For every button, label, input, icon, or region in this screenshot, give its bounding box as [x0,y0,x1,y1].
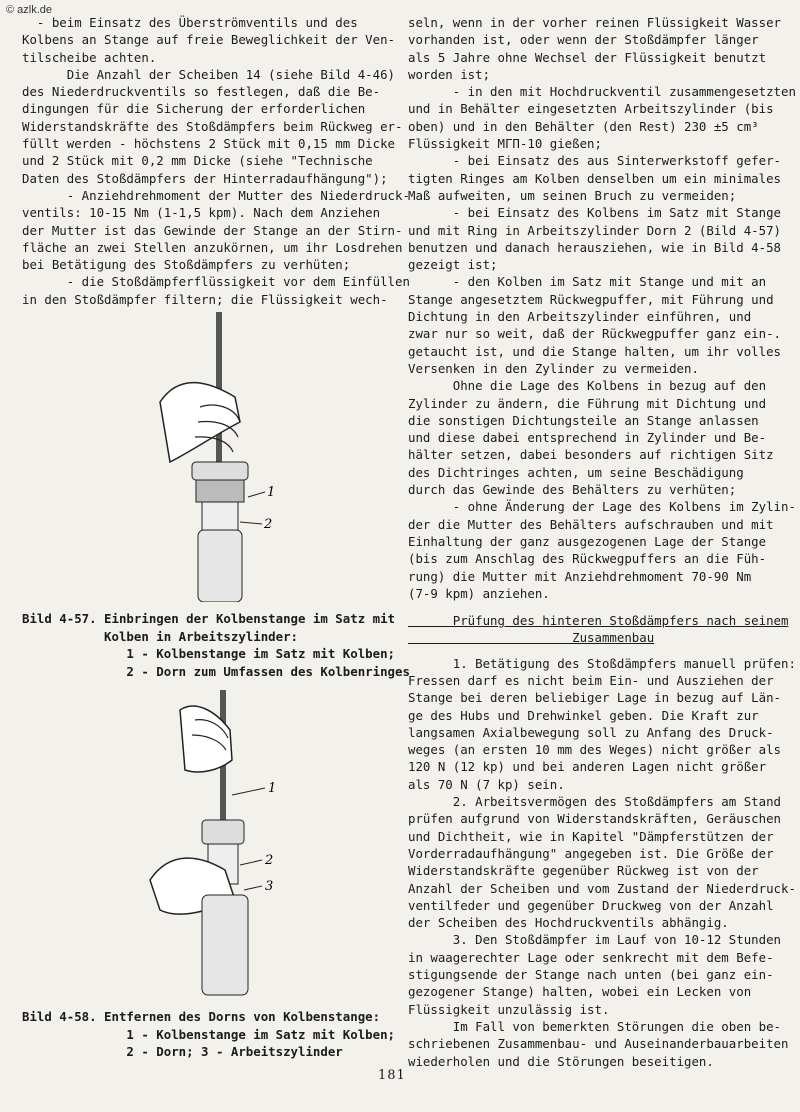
text-line: schriebenen Zusammenbau- und Auseinanderbauarbeiten [408,1036,789,1052]
text-line: Versenken in den Zylinder zu vermeiden. [408,360,699,376]
text-line: der Scheiben des Hochdruckventils abhängig. [408,915,729,931]
text-line: - in den mit Hochdruckventil zusammengesetzten [408,84,796,100]
figure-4-58-caption [22,1008,395,1061]
text-line: zwar nur so weit, daß der Rückwegpuffer ganz ein-. [408,326,781,342]
text-line: Widerstandskräfte gegenüber Rückweg ist von der [408,863,759,879]
text-line: weges (an ersten 10 mm des Weges) nicht größer als [408,742,781,758]
text-line: Maß aufweiten, um seinen Bruch zu vermeiden; [408,187,737,203]
figure-label-3: 3 [265,879,274,894]
text-line: 1. Betätigung des Stoßdämpfers manuell prüfen: [408,655,796,671]
text-line: oben) und in den Behälter (den Rest) 230 ±5 cm³ [408,118,759,134]
text-line: - bei Einsatz des Kolbens im Satz mit Stange [408,205,781,221]
text-line: dingungen für die Sicherung der erforderlichen [22,101,366,117]
text-line: durch das Gewinde des Behälters zu verhüten; [408,482,737,498]
text-line: Vorderradaufhängung" angegeben ist. Die Größe der [408,845,774,861]
figure-label-1: 1 [267,485,276,500]
text-line: - bei Einsatz des aus Sinterwerkstoff gefer- [408,153,781,169]
text-line: wiederholen und die Störungen beseitigen. [408,1053,714,1069]
text-line: als 5 Jahre ohne Wechsel der Flüssigkeit benutzt [408,49,767,65]
text-line: prüfen aufgrund von Widerstandskräften, Geräuschen [408,811,781,827]
text-line: Widerstandskräfte des Stoßdämpfers beim Rückweg er- [22,118,403,134]
text-line: 120 N (12 kp) und bei anderen Lagen nicht größer [408,759,767,775]
text-line: ventilfeder und gegenüber Druckweg von der Anzahl [408,897,774,913]
text-line: stigungsende der Stange nach unten (bei ganz ein- [408,967,774,983]
text-line: (bis zum Anschlag des Rückwegpuffers an die Füh- [408,551,767,567]
text-line: Dichtung in den Arbeitszylinder einführen, und [408,309,752,325]
text-line: Kolbens an Stange auf freie Beweglichkeit der Ven- [22,32,395,48]
right-column-text [408,14,796,1070]
figure-4-57-caption [22,610,410,680]
caption-line: 2 - Dorn zum Umfassen des Kolbenringes [22,663,410,679]
text-line: worden ist; [408,66,491,82]
text-line: die sonstigen Dichtungsteile an Stange anlassen [408,412,759,428]
text-line: rung) die Mutter mit Anziehdrehmoment 70-90 Nm [408,568,752,584]
caption-line: Bild 4-58. Entfernen des Dorns von Kolbenstange: [22,1009,381,1024]
text-line: Stange bei deren beliebiger Lage in bezug auf Län- [408,690,781,706]
text-line: bei Betätigung des Stoßdämpfers zu verhüten; [22,257,351,273]
text-line: Fressen darf es nicht beim Ein- und Ausziehen der [408,672,774,688]
text-line: fläche an zwei Stellen anzukörnen, um ihr Losdrehen [22,239,403,255]
text-line: Flüssigkeit МГП-10 gießen; [408,136,602,152]
text-line: in den Stoßdämpfer filtern; die Flüssigkeit wech- [22,291,388,307]
text-line: 2. Arbeitsvermögen des Stoßdämpfers am Stand [408,794,781,810]
text-line: und mit Ring in Arbeitszylinder Dorn 2 (Bild 4-57) [408,222,781,238]
text-line: seln, wenn in der vorher reinen Flüssigkeit Wasser [408,15,781,30]
text-line: in waagerechter Lage oder senkrecht mit dem Befe- [408,949,774,965]
caption-line: 1 - Kolbenstange im Satz mit Kolben; [22,1026,395,1042]
text-line: als 70 N (7 kp) sein. [408,776,565,792]
text-line: - ohne Änderung der Lage des Kolbens im Zylin- [408,499,796,515]
text-line: ge des Hubs und Drehwinkel geben. Die Kraft zur [408,707,759,723]
text-line: Flüssigkeit unzulässig ist. [408,1001,610,1017]
text-line: und Dichtheit, wie in Kapitel "Dämpferstützen der [408,828,774,844]
text-line: - den Kolben im Satz mit Stange und mit an [408,274,767,290]
caption-line: Bild 4-57. Einbringen der Kolbenstange im Satz mit [22,611,395,626]
text-line: gezogener Stange) halten, wobei ein Lecken von [408,984,752,1000]
piston-rod-insertion-illustration [140,312,310,602]
text-line: ventils: 10-15 Nm (1-1,5 kpm). Nach dem Anziehen [22,205,381,221]
text-line: vorhanden ist, oder wenn der Stoßdämpfer länger [408,32,759,48]
caption-line: 2 - Dorn; 3 - Arbeitszylinder [22,1044,343,1059]
figure-label-1: 1 [268,781,277,796]
text-line: gezeigt ist; [408,257,498,273]
text-line: tilscheibe achten. [22,49,157,65]
text-line: der Mutter ist das Gewinde der Stange an der Stirn- [22,222,403,238]
page-number: 181 [378,1068,406,1083]
section-heading: Zusammenbau [408,630,655,646]
text-line: füllt werden - höchstens 2 Stück mit 0,15 mm Dicke [22,136,395,152]
text-line: langsamen Axialbewegung soll zu Anfang des Druck- [408,724,774,740]
text-line: Im Fall von bemerkten Störungen die oben be- [408,1018,781,1034]
text-line: tigten Ringes am Kolben denselben um ein minimales [408,170,781,186]
text-line: des Dichtringes achten, um seine Beschädigung [408,464,744,480]
text-line: getaucht ist, und die Stange halten, um ihr volles [408,343,781,359]
watermark: © azlk.de [6,4,53,16]
text-line: - beim Einsatz des Überströmventils und des [22,15,358,30]
mandrel-removal-illustration [140,690,310,1000]
text-line: Anzahl der Scheiben und vom Zustand der Niederdruck- [408,880,796,896]
text-line: hälter setzen, dabei besonders auf richtigen Sitz [408,447,774,463]
text-line: Ohne die Lage des Kolbens in bezug auf den [408,378,767,394]
caption-line: Kolben in Arbeitszylinder: [22,628,299,644]
figure-label-2: 2 [264,517,273,532]
text-line: (7-9 kpm) anziehen. [408,585,550,601]
text-line: - Anziehdrehmoment der Mutter des Niederdruck- [22,187,410,203]
figure-4-57 [140,312,310,606]
text-line: und diese dabei entsprechend in Zylinder und Be- [408,430,767,446]
text-line: und in Behälter eingesetzten Arbeitszylinder (bis [408,101,774,117]
left-column-text [22,14,410,308]
text-line: Einhaltung der ganz ausgezogenen Lage der Stange [408,533,767,549]
text-line: - die Stoßdämpferflüssigkeit vor dem Einfüllen [22,274,410,290]
figure-4-58 [140,690,310,1004]
text-line: 3. Den Stoßdämpfer im Lauf von 10-12 Stunden [408,932,781,948]
text-line: und 2 Stück mit 0,2 mm Dicke (siehe "Technische [22,153,373,169]
text-line: Stange angesetztem Rückwegpuffer, mit Führung und [408,291,774,307]
text-line: der die Mutter des Behälters aufschrauben und mit [408,516,774,532]
figure-label-2: 2 [265,853,274,868]
text-line: Zylinder zu ändern, die Führung mit Dichtung und [408,395,767,411]
section-heading: Prüfung des hinteren Stoßdämpfers nach seinem [408,613,789,629]
text-line: des Niederdruckventils so festlegen, daß die Be- [22,84,381,100]
text-line: Daten des Stoßdämpfers der Hinterradaufhängung"); [22,170,388,186]
text-line: Die Anzahl der Scheiben 14 (siehe Bild 4-46) [22,66,395,82]
text-line: benutzen und danach herausziehen, wie in Bild 4-58 [408,239,781,255]
caption-line: 1 - Kolbenstange im Satz mit Kolben; [22,646,395,661]
